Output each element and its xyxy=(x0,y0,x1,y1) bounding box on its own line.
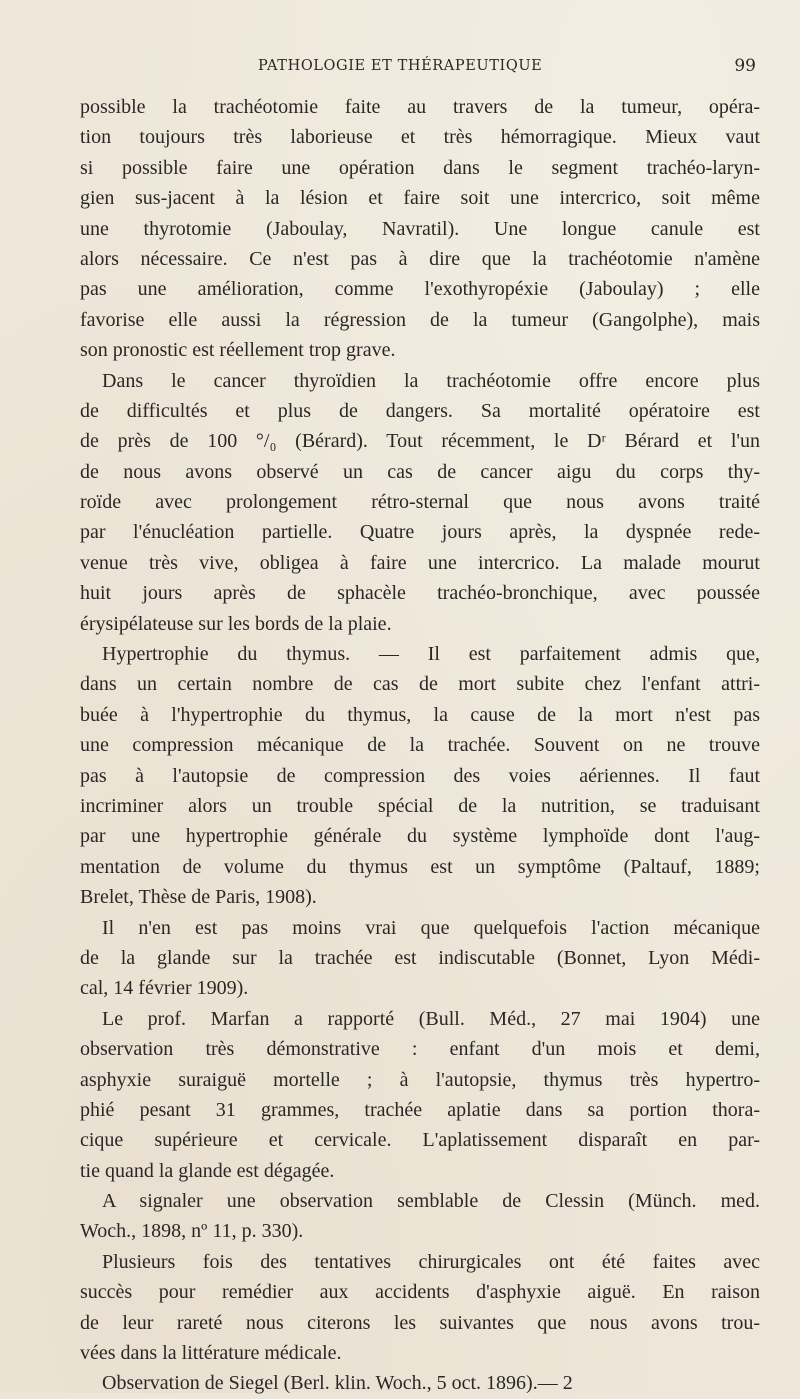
text-line: incriminer alors un trouble spécial de la nutrition, se traduisant xyxy=(80,794,760,817)
text-line: favorise elle aussi la régression de la tumeur (Gangolphe), mais xyxy=(80,308,760,331)
text-line: Le prof. Marfan a rapporté (Bull. Méd., 27 mai 1904) une xyxy=(102,1007,760,1030)
text-line: Brelet, Thèse de Paris, 1908). xyxy=(80,886,317,909)
text-line: A signaler une observation semblable de Clessin (Münch. med. xyxy=(102,1190,760,1213)
text-line: dans un certain nombre de cas de mort subite chez l'enfant attri- xyxy=(80,673,760,696)
text-line: vées dans la littérature médicale. xyxy=(80,1342,342,1365)
text-line: cal, 14 février 1909). xyxy=(80,977,249,1000)
text-line: érysipélateuse sur les bords de la plaie. xyxy=(80,612,392,635)
text-line: Il n'en est pas moins vrai que quelquefois l'action mécanique xyxy=(102,916,760,939)
text-line: de nous avons observé un cas de cancer aigu du corps thy- xyxy=(80,460,760,483)
text-line: par une hypertrophie générale du système lymphoïde dont l'aug- xyxy=(80,825,760,848)
text-line: asphyxie suraiguë mortelle ; à l'autopsie, thymus très hypertro- xyxy=(80,1068,760,1091)
text-line: tion toujours très laborieuse et très hémorragique. Mieux vaut xyxy=(80,126,760,149)
text-line: une compression mécanique de la trachée. Souvent on ne trouve xyxy=(80,734,760,757)
text-line: de près de 100 °/₀ (Bérard). Tout récemment, le Dʳ Bérard et l'un xyxy=(80,430,760,453)
text-line: de leur rareté nous citerons les suivantes que nous avons trou- xyxy=(80,1311,760,1334)
text-line: Woch., 1898, nº 11, p. 330). xyxy=(80,1220,304,1243)
page-number: 99 xyxy=(734,56,756,76)
text-line: Hypertrophie du thymus. — Il est parfaitement admis que, xyxy=(102,643,760,666)
text-line: huit jours après de sphacèle trachéo-bronchique, avec poussée xyxy=(80,582,760,605)
text-line: phié pesant 31 grammes, trachée aplatie dans sa portion thora- xyxy=(80,1098,760,1121)
text-line: buée à l'hypertrophie du thymus, la cause de la mort n'est pas xyxy=(80,703,760,726)
text-line: succès pour remédier aux accidents d'asphyxie aiguë. En raison xyxy=(80,1281,760,1304)
text-line: Plusieurs fois des tentatives chirurgicales ont été faites avec xyxy=(102,1250,760,1273)
text-line: venue très vive, obligea à faire une intercrico. La malade mourut xyxy=(80,551,760,574)
text-line: observation très démonstrative : enfant d'un mois et demi, xyxy=(80,1038,760,1061)
text-line: roïde avec prolongement rétro-sternal que nous avons traité xyxy=(80,491,760,514)
text-line: pas une amélioration, comme l'exothyropéxie (Jaboulay) ; elle xyxy=(80,278,760,301)
text-line: de la glande sur la trachée est indiscutable (Bonnet, Lyon Médi- xyxy=(80,946,760,969)
text-line: possible la trachéotomie faite au travers de la tumeur, opéra- xyxy=(80,96,760,118)
text-line: pas à l'autopsie de compression des voies aériennes. Il faut xyxy=(80,764,760,787)
text-line: Dans le cancer thyroïdien la trachéotomie offre encore plus xyxy=(102,369,760,392)
text-line: gien sus-jacent à la lésion et faire soit une intercrico, soit même xyxy=(80,187,760,210)
page-header xyxy=(0,58,800,82)
text-line: si possible faire une opération dans le segment trachéo-laryn- xyxy=(80,156,760,179)
text-line: tie quand la glande est dégagée. xyxy=(80,1159,335,1182)
text-line: son pronostic est réellement trop grave. xyxy=(80,339,396,362)
text-line: alors nécessaire. Ce n'est pas à dire que la trachéotomie n'amène xyxy=(80,247,760,270)
running-head: PATHOLOGIE ET THÉRAPEUTIQUE xyxy=(258,58,543,74)
body-text xyxy=(80,92,760,1399)
text-line: de difficultés et plus de dangers. Sa mortalité opératoire est xyxy=(80,399,760,422)
text-line: cique supérieure et cervicale. L'aplatissement disparaît en par- xyxy=(80,1129,760,1152)
text-line: par l'énucléation partielle. Quatre jours après, la dyspnée rede- xyxy=(80,521,760,544)
text-line: une thyrotomie (Jaboulay, Navratil). Une longue canule est xyxy=(80,217,760,240)
text-line: mentation de volume du thymus est un symptôme (Paltauf, 1889; xyxy=(80,855,760,878)
text-line: Observation de Siegel (Berl. klin. Woch., 5 oct. 1896).— 2 xyxy=(102,1372,573,1395)
